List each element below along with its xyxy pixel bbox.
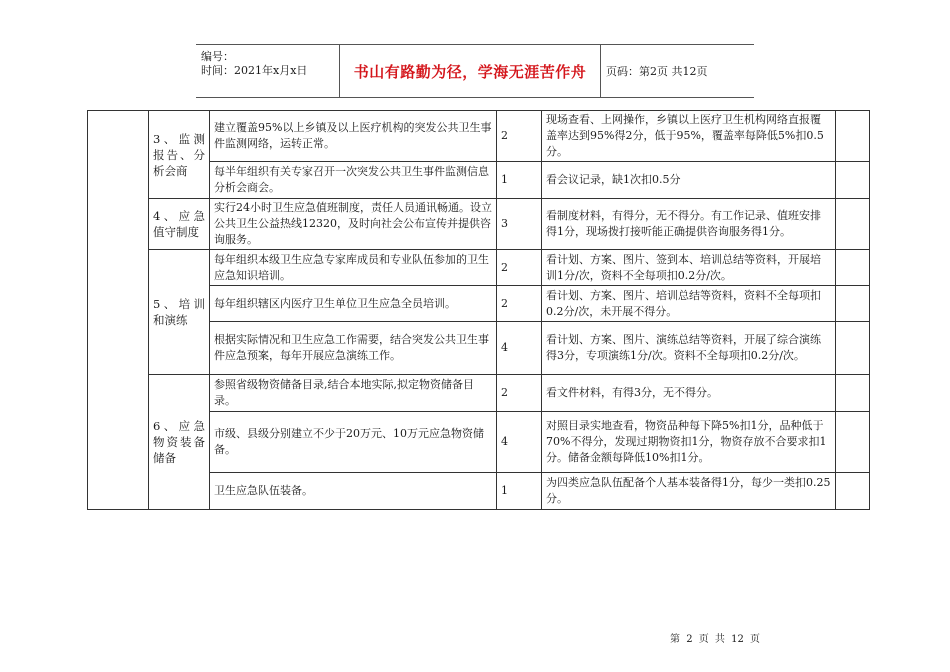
note-cell xyxy=(836,286,870,322)
method-cell: 看计划、方案、图片、演练总结等资料，开展了综合演练得3分，专项演练1分/次。资料不全每项扣0.2分/次。 xyxy=(542,322,836,375)
table-row xyxy=(88,375,870,412)
content-cell: 实行24小时卫生应急值班制度，责任人员通讯畅通。设立公共卫生公益热线12320，及时向社会公布宣传并提供咨询服务。 xyxy=(210,199,497,250)
category-cell: 6、应急物资装备储备 xyxy=(149,375,210,510)
document-header xyxy=(196,44,754,98)
content-cell: 参照省级物资储备目录,结合本地实际,拟定物资储备目录。 xyxy=(210,375,497,412)
method-cell: 看文件材料，有得3分，无不得分。 xyxy=(542,375,836,412)
content-cell: 卫生应急队伍装备。 xyxy=(210,473,497,510)
score-cell: 2 xyxy=(497,286,542,322)
method-cell: 现场查看、上网操作，乡镇以上医疗卫生机构网络直报覆盖率达到95%得2分，低于95%，覆盖率每降低5%扣0.5分。 xyxy=(542,111,836,162)
content-cell: 每半年组织有关专家召开一次突发公共卫生事件监测信息分析会商会。 xyxy=(210,162,497,199)
header-page-info xyxy=(600,45,754,97)
category-cell: 3、监测报告、分析会商 xyxy=(149,111,210,199)
header-meta xyxy=(196,45,340,97)
score-cell: 4 xyxy=(497,322,542,375)
note-cell xyxy=(836,199,870,250)
document-number-label: 编号： xyxy=(201,50,234,63)
note-cell xyxy=(836,162,870,199)
method-cell: 看计划、方案、图片、培训总结等资料，资料不全每项扣0.2分/次，未开展不得分。 xyxy=(542,286,836,322)
content-cell: 根据实际情况和卫生应急工作需要，结合突发公共卫生事件应急预案，每年开展应急演练工作。 xyxy=(210,322,497,375)
content-cell: 每年组织本级卫生应急专家库成员和专业队伍参加的卫生应急知识培训。 xyxy=(210,250,497,286)
score-cell: 4 xyxy=(497,412,542,473)
score-cell: 3 xyxy=(497,199,542,250)
content-cell: 市级、县级分别建立不少于20万元、10万元应急物资储备。 xyxy=(210,412,497,473)
table-row xyxy=(88,111,870,162)
category-cell: 4、应急值守制度 xyxy=(149,199,210,250)
section-blank-cell xyxy=(88,111,149,510)
category-cell: 5、培训和演练 xyxy=(149,250,210,375)
note-cell xyxy=(836,375,870,412)
method-cell: 为四类应急队伍配备个人基本装备得1分，每少一类扣0.25分。 xyxy=(542,473,836,510)
note-cell xyxy=(836,473,870,510)
evaluation-table-body xyxy=(88,111,870,510)
note-cell xyxy=(836,322,870,375)
note-cell xyxy=(836,250,870,286)
motto-text: 书山有路勤为径，学海无涯苦作舟 xyxy=(353,62,587,81)
score-cell: 1 xyxy=(497,162,542,199)
note-cell xyxy=(836,412,870,473)
method-cell: 看制度材料，有得分，无不得分。有工作记录、值班安排得1分，现场拨打接听能正确提供咨询服务得1分。 xyxy=(542,199,836,250)
score-cell: 2 xyxy=(497,250,542,286)
method-cell: 对照目录实地查看，物资品种每下降5%扣1分，品种低于70%不得分，发现过期物资扣1分，物资存放不合要求扣1分。储备金额每降低10%扣1分。 xyxy=(542,412,836,473)
content-cell: 建立覆盖95%以上乡镇及以上医疗机构的突发公共卫生事件监测网络，运转正常。 xyxy=(210,111,497,162)
score-cell: 2 xyxy=(497,375,542,412)
score-cell: 2 xyxy=(497,111,542,162)
page-footer: 第 2 页 共 12 页 xyxy=(670,634,760,645)
method-cell: 看计划、方案、图片、签到本、培训总结等资料，开展培训1分/次，资料不全每项扣0.2分/次。 xyxy=(542,250,836,286)
table-row xyxy=(88,250,870,286)
note-cell xyxy=(836,111,870,162)
document-date: 时间：2021年x月x日 xyxy=(201,64,308,77)
method-cell: 看会议记录，缺1次扣0.5分 xyxy=(542,162,836,199)
evaluation-table xyxy=(87,110,870,510)
header-motto-cell xyxy=(340,45,601,97)
table-row xyxy=(88,199,870,250)
content-cell: 每年组织辖区内医疗卫生单位卫生应急全员培训。 xyxy=(210,286,497,322)
score-cell: 1 xyxy=(497,473,542,510)
page-info-text: 页码：第2页 共12页 xyxy=(606,65,708,78)
